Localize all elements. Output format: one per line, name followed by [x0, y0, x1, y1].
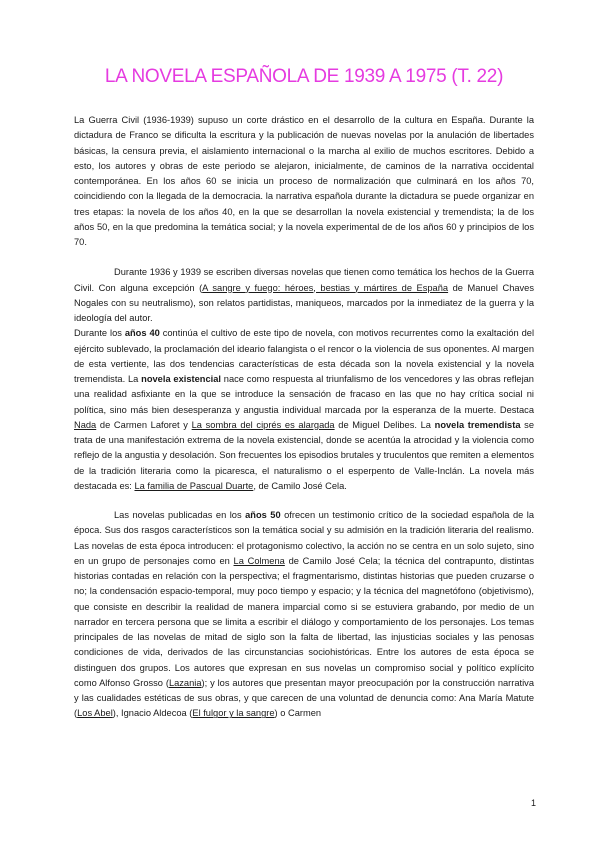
- bold-term: años 50: [245, 510, 281, 520]
- text-run: ); y los autores que presentan mayor preocupación por la construcción narrativa y las cualidades estéticas de sus obras, y que carecen de una voluntad de denuncia como: Ana María Matute (: [74, 677, 534, 719]
- text-run: nace como respuesta al triunfalismo de los vencedores y las obras reflejan una realidad asfixiante en la que se introduce la sensación de fracaso en las que no hay crítica social ni política, sino más bien desesperanza y angustia individual marcada por la esperanza de la muerte. Destaca: [74, 374, 534, 415]
- work-title: Los Abel: [77, 708, 113, 719]
- work-title: La familia de Pascual Duarte: [134, 480, 254, 491]
- forties-paragraph: [74, 326, 534, 494]
- text-run: , de Camilo José Cela.: [253, 480, 347, 491]
- work-title: La Colmena: [233, 555, 285, 566]
- text-run: de Miguel Delibes. La: [334, 419, 435, 430]
- civil-war-paragraph: [74, 265, 534, 326]
- text-run: Durante 1936 y 1939 se escriben diversas novelas que tienen como temática los hechos de la Guerra Civil. Con alguna excepción (: [74, 267, 534, 293]
- intro-paragraph: [74, 113, 534, 250]
- work-title: A sangre y fuego: héroes, bestias y mártires de España: [202, 282, 449, 293]
- text-run: La Guerra Civil (1936-1939) supuso un corte drástico en el desarrollo de la cultura en España. Durante la dictadura de Franco se dificulta la escritura y la publicación de nuevas novelas por la anulación de libertades básicas, la censura previa, el aislamiento internacional o la marcha al exilio de muchos escritores. Debido a esto, los autores y obras de este periodo se alejaron, inicialmente, de caminos de la narrativa occidental contemporánea. En los años 60 se inicia un proceso de normalización que culminará en los años 70, coincidiendo con la llegada de la democracia. la narrativa española durante la dictadura se puede organizar en tres etapas: la novela de los años 40, en la que se desarrollan la novela existencial y tremendista; la de los años 50, en la que predomina la temática social; y la novela experimental de de los años 60 y principios de los 70.: [74, 115, 534, 247]
- text-run: continúa el cultivo de este tipo de novela, con motivos recurrentes como la exaltación del ejército sublevado, la proclamación del ideario falangista o el rencor o la violencia de sus oponentes. Al margen de esta vertiente, las dos tendencias características de esta década son la novela existencial y la novela tremendista. La: [74, 328, 535, 384]
- work-title: El fulgor y la sangre: [192, 708, 275, 719]
- fifties-paragraph: [74, 508, 534, 722]
- text-run: se trata de una manifestación extrema de la novela existencial, donde se acentúa la atrocidad y la violencia como reflejo de la angustia y desolación. Son frecuentes los episodios brutales y truculentos que remiten a elementos de la tradición literaria como la picaresca, el naturalismo o el esperpento de Valle-Inclán. La novela más destacada es:: [74, 419, 534, 491]
- text-run: ofrecen un testimonio crítico de la sociedad española de la época. Sus dos rasgos característicos son la temática social y su admisión en la tradición literaria del realismo. Las novelas de esta época introducen: el protagonismo colectivo, la acción no se centra en un solo sujeto, sino en un grupo de personajes como en: [74, 510, 535, 566]
- bold-term: años 40: [124, 328, 160, 339]
- text-run: de Camilo José Cela; la técnica del contrapunto, distintas historias contadas en relación con la perspectiva; el fragmentarismo, distintas historias que pueden cruzarse o no; la condensación espacio-temporal, muy poco tiempo y espacio; y la técnica del magnetófono (objetivismo), que consiste en describir la realidad de manera imparcial como si se estuviera grabando, por medio de un narrador en tercera persona que se limita a escribir el diálogo y comportamiento de los personajes. Los temas principales de las novelas de mitad de siglo son la falta de libertad, las injusticias sociales y las penosas condiciones de vida, derivados de las circunstancias sociohistóricas. Entre los autores de esta época se distinguen dos grupos. Los autores que expresan en sus novelas un compromiso social y político explícito como Alfonso Grosso (: [74, 555, 534, 688]
- bold-term: novela existencial: [141, 374, 221, 384]
- page-number: 1: [530, 798, 536, 808]
- text-run: de Carmen Laforet y: [96, 419, 192, 430]
- text-run: ), Ignacio Aldecoa (: [112, 708, 193, 719]
- document-title: LA NOVELA ESPAÑOLA DE 1939 A 1975 (T. 22): [104, 66, 504, 87]
- text-run: Durante los: [74, 328, 125, 339]
- work-title: Lazania: [168, 677, 202, 688]
- bold-term: novela tremendista: [434, 419, 521, 430]
- work-title: Nada: [74, 419, 97, 430]
- text-run: Las novelas publicadas en los: [114, 510, 246, 520]
- work-title: La sombra del ciprés es alargada: [191, 419, 335, 430]
- text-run: ) o Carmen: [274, 708, 322, 719]
- text-run: de Manuel Chaves Nogales con su neutralismo), son relatos partidistas, maniqueos, marcados por la inmediatez de la guerra y la ideología del autor.: [74, 282, 535, 323]
